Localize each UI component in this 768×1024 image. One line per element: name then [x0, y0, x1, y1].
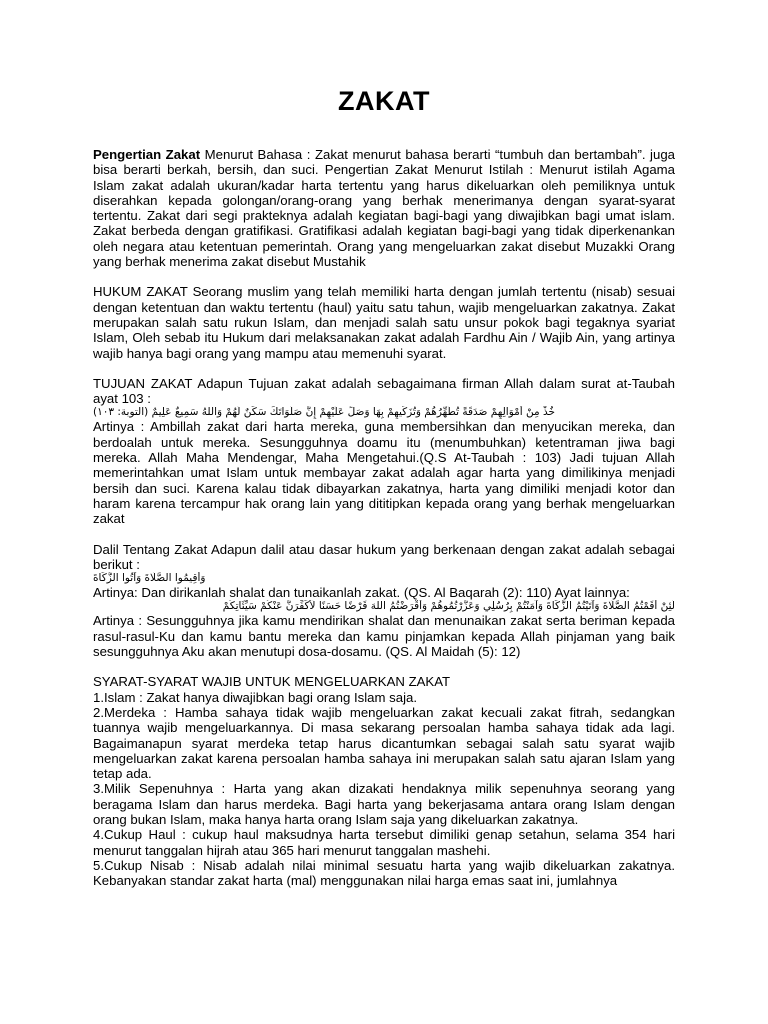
- syarat-item-merdeka: 2.Merdeka : Hamba sahaya tidak wajib mengeluarkan zakat kecuali zakat fitrah, sedangkan tuannya wajib mengeluarkannya. Di masa sekarang persoalan hamba sahaya tidak ada lagi. Bagaimanapun syarat merdeka tetap harus dicantumkan sebagai salah satu syarat wajib mengeluarkan zakat karena persoalan hamba sahaya ini merupakan salah satu ajaran Islam yang tetap ada.: [93, 704, 675, 782]
- paragraph-pengertian: [93, 147, 675, 269]
- pengertian-text: Menurut Bahasa : Zakat menurut bahasa berarti “tumbuh dan bertambah”. juga bisa berarti berkah, bersih, dan suci. Pengertian Zakat Menurut Istilah : Menurut istilah Agama Islam zakat adalah ukuran/kadar harta tertentu yang harus dikeluarkan oleh pemiliknya untuk diserahkan kepada golongan/orang-orang yang berhak menerimanya dengan syarat-syarat tertentu. Zakat dari segi prakteknya adalah kegiatan bagi-bagi yang diwajibkan bagi umat islam. Zakat berbeda dengan gratifikasi. Gratifikasi adalah kegiatan bagi-bagi yang tidak diperkenankan oleh negara atau ketentuan pemerintah. Orang yang mengeluarkan zakat disebut Muzakki Orang yang berhak menerima zakat disebut Mustahik: [93, 147, 675, 270]
- syarat-item-haul: 4.Cukup Haul : cukup haul maksudnya harta tersebut dimiliki genap setahun, selama 354 hari menurut tanggalan hijrah atau 365 hari menurut tanggalan mashehi.: [93, 827, 675, 858]
- pengertian-label: Pengertian Zakat: [93, 147, 201, 162]
- paragraph-tujuan-artinya: Artinya : Ambillah zakat dari harta mereka, guna membersihkan dan menyucikan mereka, dan berdoalah untuk mereka. Sesungguhnya doamu itu (menumbuhkan) ketentraman jiwa bagi mereka. Allah Maha Mendengar, Maha Mengetahui.(Q.S At-Taubah : 103) Jadi tujuan Allah memerintahkan umat Islam untuk membayar zakat adalah agar harta yang dimilikinya menjadi bersih dan suci. Karena kalau tidak dibayarkan zakatnya, harta yang dimiliki menjadi kotor dan haram karena tercampur hak orang lain yang dititipkan kepada orang yang berhak mengeluarkan zakat: [93, 419, 675, 527]
- paragraph-tujuan-intro: TUJUAN ZAKAT Adapun Tujuan zakat adalah sebagaimana firman Allah dalam surat at-Taubah ayat 103 :: [93, 375, 675, 407]
- syarat-item-milik: 3.Milik Sepenuhnya : Harta yang akan dizakati hendaknya milik sepenuhnya seorang yang beragama Islam dan harus merdeka. Bagi harta yang bekerjasama antara orang Islam dengan orang bukan Islam, maka hanya harta orang Islam saja yang dikeluarkan zakatnya.: [93, 781, 675, 827]
- document-body: [93, 147, 675, 888]
- paragraph-hukum: HUKUM ZAKAT Seorang muslim yang telah memiliki harta dengan jumlah tertentu (nisab) sesuai dengan ketentuan dan waktu tertentu (haul) yaitu satu tahun, wajib mengeluarkan zakatnya. Zakat merupakan salah satu rukun Islam, dan menjadi salah satu unsur pokok bagi tegaknya syariat Islam, Oleh sebab itu Hukum dari melaksanakan zakat adalah Fardhu Ain / Wajib Ain, yang artinya wajib hanya bagi orang yang mampu atau memenuhi syarat.: [93, 284, 675, 361]
- arabic-verse-at-taubah: خُذْ مِنْ أَمْوَالِهِمْ صَدَقَةً تُطَهِّرُهُمْ وَتُزَكِّيهِمْ بِهَا وَصَلِّ عَلَيْهِمْ إِنَّ صَلَوَاتَكَ سَكَنٌ لَهُمْ وَاللَّهُ سَمِيعٌ عَلِيمٌ (التوبة: ١٠٣): [93, 406, 555, 419]
- syarat-item-nisab: 5.Cukup Nisab : Nisab adalah nilai minimal sesuatu harta yang wajib dikeluarkan zakatnya. Kebanyakan standar zakat harta (mal) menggunakan nilai harga emas saat ini, jumlahnya: [93, 857, 675, 889]
- document-title: ZAKAT: [338, 86, 430, 116]
- paragraph-dalil-artinya-1: Artinya: Dan dirikanlah shalat dan tunaikanlah zakat. (QS. Al Baqarah (2): 110) Ayat lainnya:: [93, 585, 630, 601]
- arabic-verse-al-maidah: لَئِنْ أَقَمْتُمُ الصَّلَاةَ وَآتَيْتُمُ الزَّكَاةَ وَآمَنْتُمْ بِرُسُلِي وَعَزَّرْتُمُوهُمْ وَأَقْرَضْتُمُ اللَّهَ قَرْضًا حَسَنًا لَأُكَفِّرَنَّ عَنْكُمْ سَيِّئَاتِكُمْ: [222, 600, 675, 613]
- syarat-heading: SYARAT-SYARAT WAJIB UNTUK MENGELUARKAN ZAKAT: [93, 674, 451, 690]
- syarat-item-islam: 1.Islam : Zakat hanya diwajibkan bagi orang Islam saja.: [93, 689, 417, 705]
- paragraph-dalil-artinya-2: Artinya : Sesungguhnya jika kamu mendirikan shalat dan menunaikan zakat serta beriman kepada rasul-rasul-Ku dan kamu bantu mereka dan kamu pinjamkan kepada Allah pinjaman yang baik sesungguhnya Aku akan menutupi dosa-dosamu. (QS. Al Maidah (5): 12): [93, 613, 675, 660]
- arabic-verse-al-baqarah: وَأَقِيمُوا الصَّلَاةَ وَآتُوا الزَّكَاةَ: [93, 572, 206, 585]
- paragraph-dalil-intro: Dalil Tentang Zakat Adapun dalil atau dasar hukum yang berkenaan dengan zakat adalah sebagai berikut :: [93, 541, 675, 572]
